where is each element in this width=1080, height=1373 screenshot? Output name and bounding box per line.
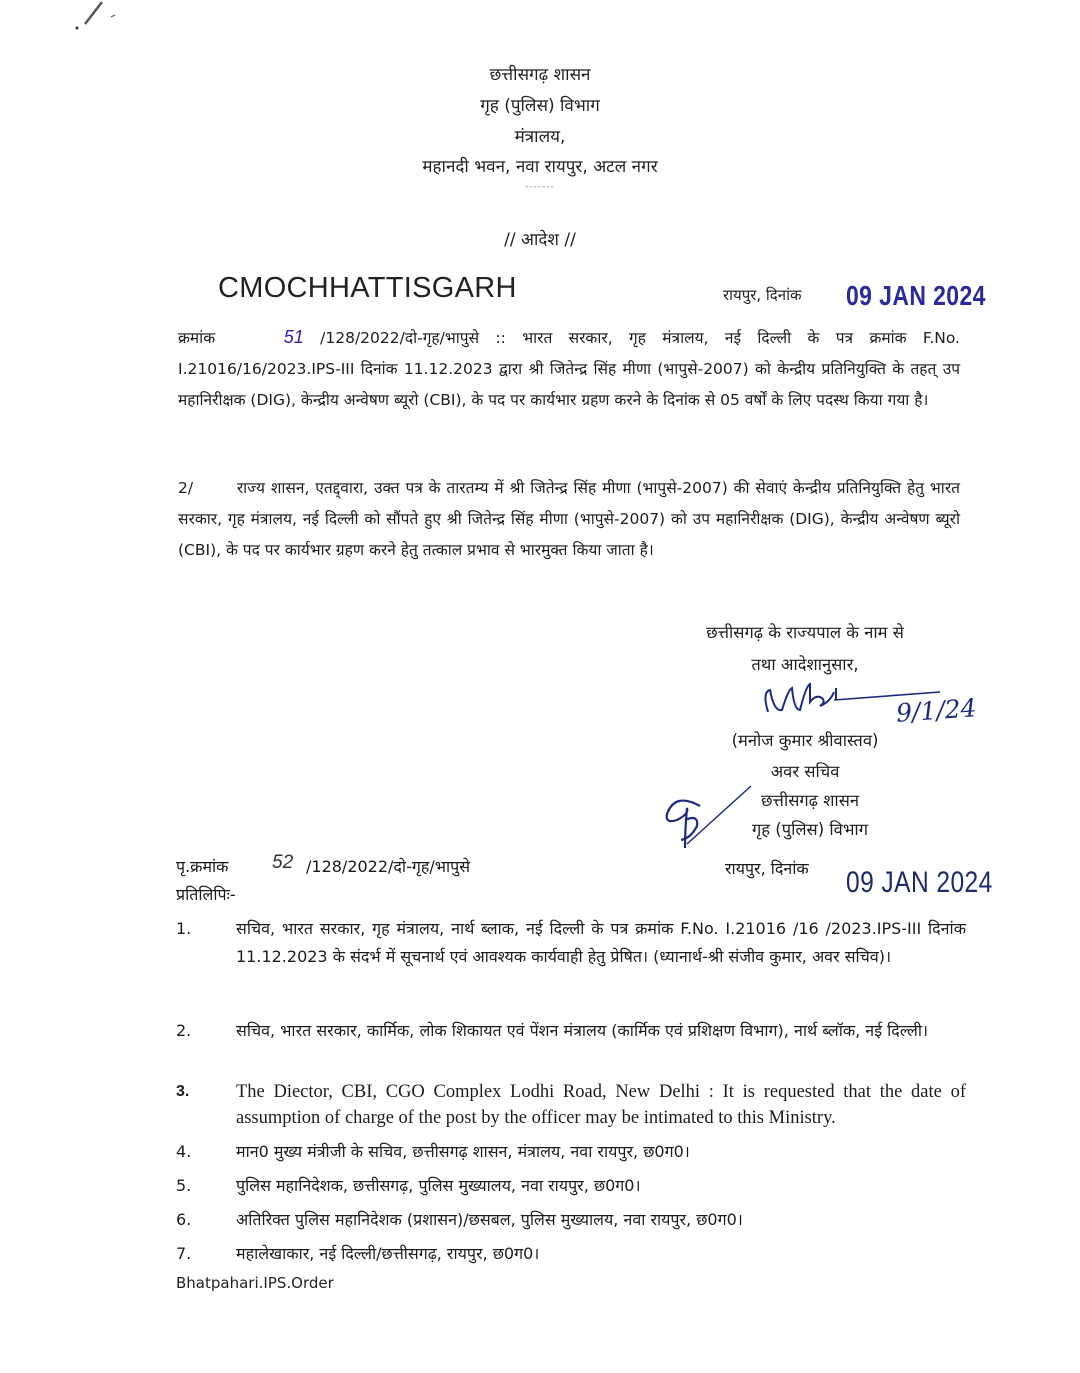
distribution-item bbox=[176, 1017, 966, 1045]
distribution-text: अतिरिक्त पुलिस महानिदेशक (प्रशासन)/छसबल, पुलिस मुख्यालय, नवा रायपुर, छ0ग0। bbox=[236, 1210, 743, 1229]
handwritten-date: 9/1/24 bbox=[895, 693, 978, 728]
footer-source: Bhatpahari.IPS.Order bbox=[176, 1274, 334, 1292]
copy-label: प्रतिलिपिः- bbox=[176, 885, 236, 904]
paragraph-1 bbox=[178, 322, 960, 416]
pen-mark-icon bbox=[70, 0, 130, 35]
distribution-item bbox=[176, 1138, 966, 1166]
distribution-number: 5. bbox=[176, 1176, 192, 1195]
signatory-designation: अवर सचिव bbox=[770, 762, 840, 781]
copy-date-label: रायपुर, दिनांक bbox=[725, 859, 809, 878]
distribution-number: 2. bbox=[176, 1021, 192, 1040]
distribution-item bbox=[176, 1206, 966, 1234]
distribution-item bbox=[176, 1079, 966, 1131]
header-ministry: मंत्रालय, bbox=[514, 127, 566, 147]
paragraph-2-text: राज्य शासन, एतद्द्वारा, उक्त पत्र के तारतम्य में श्री जितेन्द्र सिंह मीणा (भापुसे-2007) की सेवाएं केन्द्रीय प्रतिनियुक्ति हेतु भारत सरकार, गृह मंत्रालय, नई दिल्ली को सौंपते हुए श्री जितेन्द्र सिंह मीणा (भापुसे-2007) को उप महानिरीक्षक (DIG), केन्द्रीय अन्वेषण ब्यूरो (CBI), के पद पर कार्यभार ग्रहण करने हेतु तत्काल प्रभाव से भारमुक्त किया जाता है। bbox=[178, 479, 960, 559]
distribution-item bbox=[176, 1240, 966, 1268]
distribution-text: सचिव, भारत सरकार, कार्मिक, लोक शिकायत एवं पेंशन मंत्रालय (कार्मिक एवं प्रशिक्षण विभाग), नार्थ ब्लॉक, नई दिल्ली। bbox=[236, 1021, 929, 1040]
signatory-govt: छत्तीसगढ़ शासन bbox=[760, 791, 860, 810]
paragraph-2-prefix: 2/ bbox=[178, 479, 194, 497]
distribution-number: 7. bbox=[176, 1244, 192, 1263]
initials-signature-icon bbox=[655, 780, 765, 860]
header-separator: ------- bbox=[525, 182, 555, 192]
order-number: 51 bbox=[283, 327, 304, 347]
distribution-number: 3. bbox=[176, 1083, 190, 1100]
distribution-number: 4. bbox=[176, 1142, 192, 1161]
order-title: // आदेश // bbox=[504, 230, 576, 250]
paragraph-1-prefix: क्रमांक bbox=[178, 329, 216, 347]
header-dept: गृह (पुलिस) विभाग bbox=[480, 96, 600, 116]
distribution-number: 6. bbox=[176, 1210, 192, 1229]
paragraph-1-text: /128/2022/दो-गृह/भापुसे :: भारत सरकार, गृह मंत्रालय, नई दिल्ली के पत्र क्रमांक F.No. I.21016/16/2023.IPS-III दिनांक 11.12.2023 द्वारा श्री जितेन्द्र सिंह मीणा (भापुसे-2007) को केन्द्रीय प्रतिनियुक्ति के तहत् उप महानिरीक्षक (DIG), केन्द्रीय अन्वेषण ब्यूरो (CBI), के पद पर कार्यभार ग्रहण करने के दिनांक से 05 वर्षों के लिए पदस्थ किया गया है। bbox=[178, 329, 960, 409]
distribution-number: 1. bbox=[176, 919, 192, 938]
distribution-item bbox=[176, 1172, 966, 1200]
order-date-stamp: 09 JAN 2024 bbox=[846, 280, 986, 311]
copy-ref-text: /128/2022/दो-गृह/भापुसे bbox=[306, 857, 471, 876]
order-date-label: रायपुर, दिनांक bbox=[723, 286, 802, 304]
copy-ref-prefix: पृ.क्रमांक bbox=[176, 857, 229, 876]
signature-authority-line2: तथा आदेशानुसार, bbox=[751, 655, 859, 674]
distribution-text: The Diector, CBI, CGO Complex Lodhi Road, New Delhi : It is requested that the date of assumption of charge of the post by the officer may be intimated to this Ministry. bbox=[236, 1082, 966, 1128]
distribution-text: सचिव, भारत सरकार, गृह मंत्रालय, नार्थ ब्लाक, नई दिल्ली के पत्र क्रमांक F.No. I.21016 /16 /2023.IPS-III दिनांक 11.12.2023 के संदर्भ में सूचनार्थ एवं आवश्यक कार्यवाही हेतु प्रेषित। (ध्यानार्थ-श्री संजीव कुमार, अवर सचिव)। bbox=[236, 919, 966, 966]
distribution-text: महालेखाकार, नई दिल्ली/छत्तीसगढ़, रायपुर, छ0ग0। bbox=[236, 1244, 540, 1263]
header-govt: छत्तीसगढ़ शासन bbox=[489, 65, 591, 85]
paragraph-2 bbox=[178, 473, 960, 566]
watermark-text: CMOCHHATTISGARH bbox=[218, 272, 517, 304]
header-address: महानदी भवन, नवा रायपुर, अटल नगर bbox=[422, 157, 658, 177]
distribution-text: पुलिस महानिदेशक, छत्तीसगढ़, पुलिस मुख्यालय, नवा रायपुर, छ0ग0। bbox=[236, 1176, 641, 1195]
signatory-name: (मनोज कुमार श्रीवास्तव) bbox=[731, 731, 879, 750]
distribution-text: मान0 मुख्य मंत्रीजी के सचिव, छत्तीसगढ़ शासन, मंत्रालय, नवा रायपुर, छ0ग0। bbox=[236, 1142, 690, 1161]
signature-authority-line1: छत्तीसगढ़ के राज्यपाल के नाम से bbox=[706, 623, 904, 642]
copy-ref-number: 52 bbox=[272, 852, 294, 873]
distribution-item bbox=[176, 915, 966, 971]
signatory-dept: गृह (पुलिस) विभाग bbox=[751, 820, 868, 839]
copy-date-stamp: 09 JAN 2024 bbox=[846, 866, 993, 899]
